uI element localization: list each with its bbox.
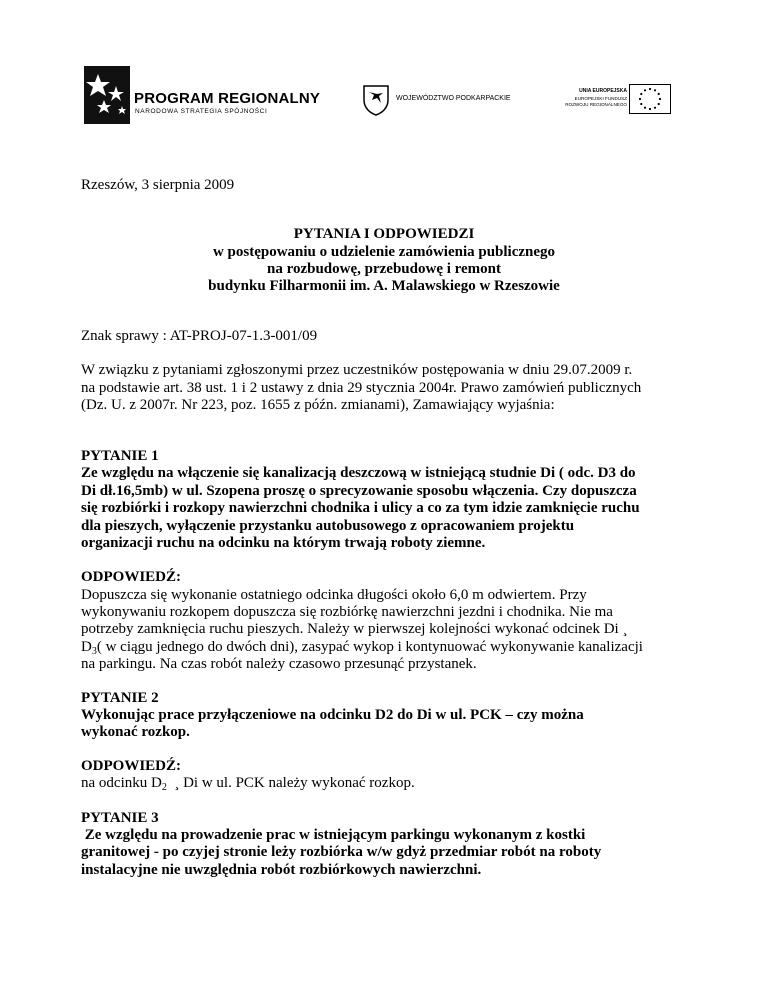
q3-line-2: granitowej - po czyjej stronie leży rozbiórka w/w gdyż przedmiar robót na roboty: [81, 844, 602, 860]
doc-title-line-4: budynku Filharmonii im. A. Malawskiego w Rzeszowie: [208, 278, 560, 294]
q1-line-1: Ze względu na włączenie się kanalizacją deszczową w istniejącą studnie Di ( odc. D3 do: [81, 465, 636, 481]
eu-line-2: EUROPEJSKI FUNDUSZ: [574, 96, 627, 101]
a1-d-subscript: 3: [91, 646, 97, 657]
a2-heading: ODPOWIEDŹ:: [81, 758, 182, 774]
a1-line-5: na parkingu. Na czas robót należy czasowo przesunąć przystanek.: [81, 656, 477, 672]
q3-line-3: instalacyjne nie uwzględnia robót rozbiórkowych nawierzchni.: [81, 862, 482, 878]
q3-heading: PYTANIE 3: [81, 810, 159, 826]
q1-line-2: Di dł.16,5mb) w ul. Szopena proszę o sprecyzowanie sposobu włączenia. Czy dopuszcza: [81, 483, 637, 499]
a2-suffix: ¸ Di w ul. PCK należy wykonać rozkop.: [166, 775, 415, 791]
case-reference: Znak sprawy : AT-PROJ-07-1.3-001/09: [81, 328, 318, 344]
a1-line-4: [81, 638, 643, 656]
q2-heading: PYTANIE 2: [81, 690, 159, 706]
a1-line-1: Dopuszcza się wykonanie ostatniego odcinka długości około 6,0 m odwiertem. Przy: [81, 587, 587, 603]
eu-flag-icon: [629, 84, 671, 114]
doc-title-line-3: na rozbudowę, przebudowę i remont: [266, 261, 502, 277]
program-regionalny-logo: [84, 66, 321, 126]
q1-heading: PYTANIE 1: [81, 448, 159, 464]
intro-line-1: W związku z pytaniami zgłoszonymi przez uczestników postępowania w dniu 29.07.2009 r.: [81, 362, 633, 378]
logo-title: PROGRAM REGIONALNY: [134, 90, 321, 107]
eu-logo: [565, 82, 671, 118]
place-date: Rzeszów, 3 sierpnia 2009: [81, 177, 235, 193]
a1-line-2: wykonywaniu rozkopem dopuszcza się rozbiórkę nawierzchni jezdni i chodnika. Nie ma: [81, 604, 613, 620]
a1-line-4-text: ( w ciągu jednego do dwóch dni), zasypać wykop i kontynuować wykonywanie kanalizacji: [96, 639, 643, 655]
doc-title-line-1: PYTANIA I ODPOWIEDZI: [293, 226, 475, 242]
q1-line-4: dla pieszych, wyłączenie przystanku autobusowego z opracowaniem projektu: [81, 518, 575, 534]
a1-heading: ODPOWIEDŹ:: [81, 569, 182, 585]
logo-subtitle: NARODOWA STRATEGIA SPÓJNOŚCI: [135, 108, 268, 115]
a1-d-label: D: [81, 639, 92, 655]
q3-line-1: Ze względu na prowadzenie prac w istniejącym parkingu wykonanym z kostki: [81, 827, 586, 843]
eu-line-3: ROZWOJU REGIONALNEGO: [565, 102, 627, 107]
a2-line-1: [81, 774, 415, 792]
intro-line-2: na podstawie art. 38 ust. 1 i 2 ustawy z dnia 29 stycznia 2004r. Prawo zamówień publicznych: [81, 380, 642, 396]
eu-line-1: UNIA EUROPEJSKA: [579, 88, 627, 94]
crest-icon: [362, 84, 390, 116]
q1-line-5: organizacji ruchu na odcinku na którym trwają roboty ziemne.: [81, 535, 486, 551]
a2-prefix: na odcinku D: [81, 775, 162, 791]
q2-line-2: wykonać rozkop.: [81, 724, 190, 740]
a2-subscript: 2: [161, 782, 167, 793]
doc-title-line-2: w postępowaniu o udzielenie zamówienia publicznego: [212, 244, 556, 260]
stars-emblem-icon: [84, 66, 130, 124]
q2-line-1: Wykonując prace przyłączeniowe na odcinku D2 do Di w ul. PCK – czy można: [81, 707, 584, 723]
intro-line-3: (Dz. U. z 2007r. Nr 223, poz. 1655 z późn. zmianami), Zamawiający wyjaśnia:: [81, 397, 555, 413]
a1-line-3: potrzeby zamknięcia ruchu pieszych. Należy w pierwszej kolejności wykonać odcinek Di ¸: [81, 621, 628, 637]
voivodeship-label: WOJEWÓDZTWO PODKARPACKIE: [396, 95, 511, 102]
q1-line-3: się rozbiórki i rozkopy nawierzchni chodnika i ulicy a co za tym idzie zamknięcie ruchu: [81, 500, 640, 516]
